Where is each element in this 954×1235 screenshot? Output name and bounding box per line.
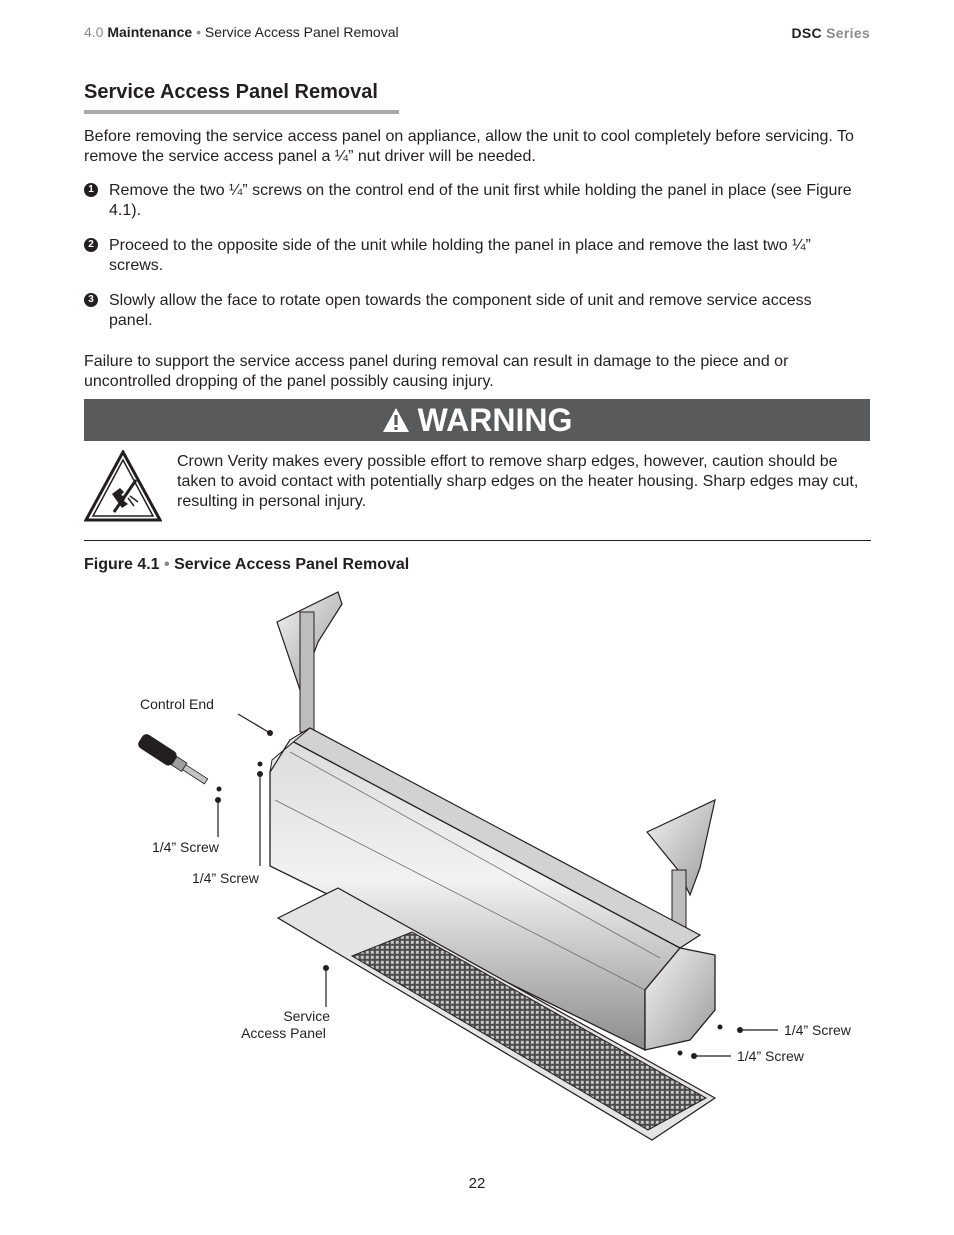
label-screw-right-2: 1/4” Screw xyxy=(737,1048,804,1064)
figure-title: Service Access Panel Removal xyxy=(174,556,410,573)
warning-triangle-icon xyxy=(382,407,410,433)
caution-paragraph: Failure to support the service access panel during removal can result in damage to the piece and or uncontrolled dropping of the panel possibly causing injury. xyxy=(84,353,789,390)
brand-series: Series xyxy=(826,25,870,41)
running-header xyxy=(84,24,399,40)
figure-separator: • xyxy=(164,556,170,573)
label-service-access-panel xyxy=(237,1008,330,1042)
step-number: 2 xyxy=(84,238,98,252)
sharp-edge-hazard-icon xyxy=(84,450,162,522)
step-number: 1 xyxy=(84,183,98,197)
figure-caption xyxy=(84,556,409,574)
section-name: Maintenance xyxy=(107,24,193,40)
step-number: 3 xyxy=(84,293,98,307)
page-number: 22 xyxy=(468,1175,486,1192)
step-text: Slowly allow the face to rotate open towards the component side of unit and remove service access panel. xyxy=(109,292,812,329)
section-number: 4.0 xyxy=(84,24,104,40)
figure-number: Figure 4.1 xyxy=(84,556,160,573)
left-bracket-rail xyxy=(300,612,314,732)
step-text: Proceed to the opposite side of the unit while holding the panel in place and remove the last two ¼” screws. xyxy=(109,237,811,274)
label-control-end: Control End xyxy=(140,696,214,712)
heater-illustration xyxy=(0,580,954,1160)
page-title: Service Access Panel Removal xyxy=(84,81,378,103)
label-screw-left-2: 1/4” Screw xyxy=(192,870,259,886)
label-screw-left-1: 1/4” Screw xyxy=(152,839,219,855)
label-service-line2: Access Panel xyxy=(241,1025,326,1041)
nut-driver-tool xyxy=(136,732,210,788)
warning-banner xyxy=(84,399,870,441)
warning-divider xyxy=(84,540,871,541)
brand-name: DSC xyxy=(791,25,822,41)
warning-title: WARNING xyxy=(417,402,573,438)
product-series xyxy=(791,25,870,41)
intro-paragraph: Before removing the service access panel on appliance, allow the unit to cool completely before servicing. To remove the service access panel a ¼” nut driver will be needed. xyxy=(84,128,854,165)
header-separator: • xyxy=(196,24,201,40)
label-screw-right-1: 1/4” Screw xyxy=(784,1022,851,1038)
header-topic: Service Access Panel Removal xyxy=(204,24,399,40)
title-underline xyxy=(84,110,399,114)
label-service-line1: Service xyxy=(283,1008,330,1024)
warning-text: Crown Verity makes every possible effort to remove sharp edges, however, caution should be taken to avoid contact with potentially sharp edges on the heater housing. Sharp edges may cut, resulting in personal injury. xyxy=(177,453,859,510)
step-text: Remove the two ¼” screws on the control end of the unit first while holding the panel in place (see Figure 4.1). xyxy=(109,182,852,219)
